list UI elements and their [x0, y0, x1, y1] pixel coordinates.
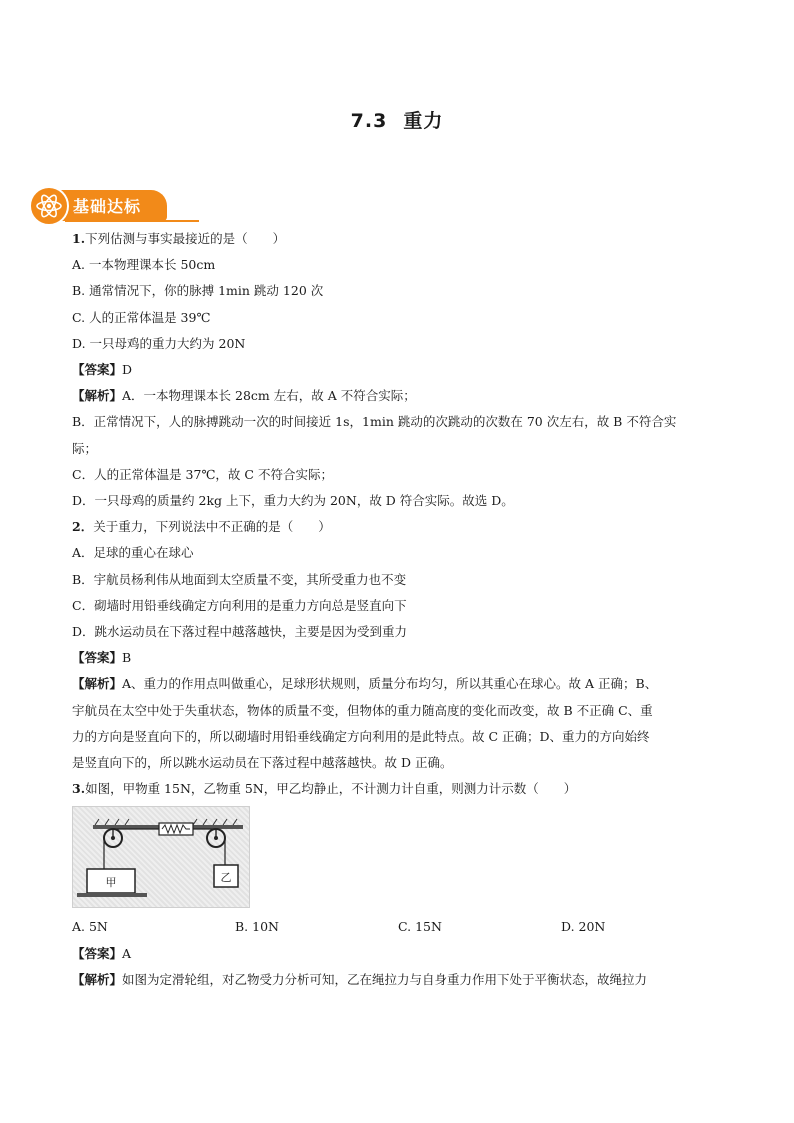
q2-analysis-line-2: 宇航员在太空中处于失重状态，物体的质量不变，但物体的重力随高度的变化而改变，故 B 不正确 C、重	[72, 702, 653, 718]
q3-option-b: B. 10N	[235, 919, 279, 935]
ground-bar	[77, 893, 147, 897]
section-number: 7.3	[350, 110, 388, 132]
q3-analysis-line-1: 【解析】如图为定滑轮组，对乙物受力分析可知，乙在绳拉力与自身重力作用下处于平衡状态，故绳拉力	[72, 971, 648, 987]
q2-option-b: B．宇航员杨利伟从地面到太空质量不变，其所受重力也不变	[72, 571, 407, 587]
q1-analysis-line-3: 际；	[72, 440, 98, 456]
pulley-figure	[72, 806, 250, 908]
q2-option-c: C．砌墙时用铅垂线确定方向利用的是重力方向总是竖直向下	[72, 597, 407, 613]
q3-option-a: A. 5N	[72, 919, 108, 935]
q1-analysis-line-5: D．一只母鸡的质量约 2kg 上下，重力大约为 20N，故 D 符合实际。故选 D。	[72, 493, 514, 509]
q2-analysis-line-3: 力的方向是竖直向下的，所以砌墙时用铅垂线确定方向利用的是此特点。故 C 正确；D、重力的方向始终	[72, 728, 650, 744]
question-3-stem: 3.如图，甲物重 15N，乙物重 5N，甲乙均静止，不计测力计自重，则测力计示数（ ）	[72, 781, 577, 797]
q2-option-a: A．足球的重心在球心	[72, 545, 194, 561]
question-1-stem: 1.下列估测与事实最接近的是（ ）	[72, 231, 286, 246]
content	[72, 226, 724, 993]
q1-option-c: C. 人的正常体温是 39℃	[72, 309, 211, 325]
section-banner	[29, 186, 169, 226]
q3-option-c: C. 15N	[398, 919, 442, 935]
q2-answer: 【答案】B	[72, 650, 132, 666]
q1-option-a: A. 一本物理课本长 50cm	[72, 257, 216, 273]
q3-option-d: D. 20N	[561, 919, 606, 935]
q2-analysis-line-1: 【解析】A、重力的作用点叫做重心，足球形状规则，质量分布均匀，所以其重心在球心。故 A 正确；B、	[72, 676, 658, 692]
section-name: 重力	[403, 110, 444, 132]
label-yi: 乙	[220, 871, 232, 885]
q1-analysis-line-4: C．人的正常体温是 37℃，故 C 不符合实际；	[72, 466, 333, 482]
question-2-stem: 2．关于重力，下列说法中不正确的是（ ）	[72, 519, 331, 535]
label-jia: 甲	[105, 876, 117, 890]
q2-analysis-line-4: 是竖直向下的，所以跳水运动员在下落过程中越落越快。故 D 正确。	[72, 755, 453, 771]
spring-scale-icon	[159, 823, 193, 835]
q1-option-d: D. 一只母鸡的重力大约为 20N	[72, 335, 246, 351]
q1-option-b: B. 通常情况下，你的脉搏 1min 跳动 120 次	[72, 283, 324, 299]
q3-answer: 【答案】A	[72, 945, 132, 961]
atom-icon	[29, 186, 69, 226]
q3-options	[72, 914, 724, 940]
q1-answer: 【答案】D	[72, 362, 133, 378]
q1-analysis-line-1: 【解析】A．一本物理课本长 28cm 左右，故 A 不符合实际；	[72, 388, 416, 404]
q2-option-d: D．跳水运动员在下落过程中越落越快，主要是因为受到重力	[72, 624, 408, 640]
section-label: 基础达标	[73, 197, 142, 216]
q1-analysis-line-2: B．正常情况下，人的脉搏跳动一次的时间接近 1s，1min 跳动的次跳动的次数在 70 次左右，故 B 不符合实	[72, 414, 677, 430]
page-title	[0, 106, 794, 133]
